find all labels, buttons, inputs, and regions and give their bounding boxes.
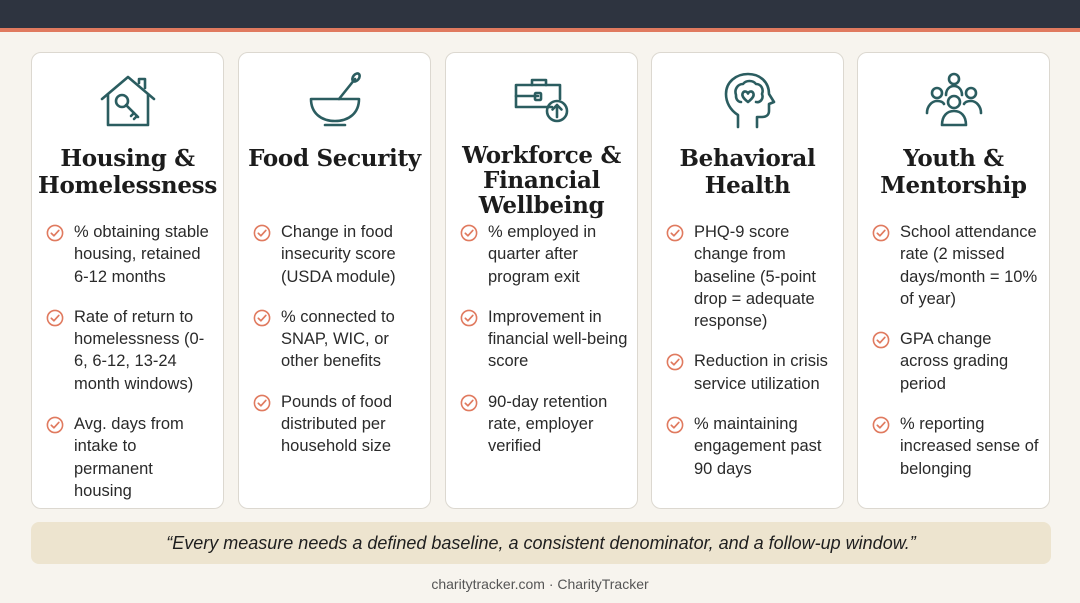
check-circle-icon bbox=[460, 224, 478, 242]
check-circle-icon bbox=[872, 224, 890, 242]
item-text: School attendance rate (2 missed days/month = 10% of year) bbox=[900, 223, 1038, 308]
item-text: % employed in quarter after program exit bbox=[488, 223, 597, 286]
header-bar bbox=[0, 0, 1080, 32]
item-text: Reduction in crisis service utilization bbox=[694, 352, 828, 393]
card-behavioral bbox=[651, 52, 844, 509]
list-item bbox=[666, 221, 835, 332]
item-text: Rate of return to homelessness (0-6, 6-12, 13-24 month windows) bbox=[74, 307, 205, 393]
check-circle-icon bbox=[253, 309, 271, 327]
card-title: Food Security bbox=[248, 145, 421, 172]
check-circle-icon bbox=[460, 309, 478, 327]
list-item bbox=[46, 413, 215, 502]
check-circle-icon bbox=[666, 416, 684, 434]
check-circle-icon bbox=[666, 353, 684, 371]
item-text: GPA change across grading period bbox=[900, 330, 1009, 393]
list-item bbox=[460, 391, 629, 458]
check-circle-icon bbox=[253, 394, 271, 412]
briefcase-growth-icon bbox=[510, 69, 574, 133]
check-circle-icon bbox=[460, 394, 478, 412]
card-youth bbox=[857, 52, 1050, 509]
card-title: Youth & Mentorship bbox=[880, 145, 1027, 199]
check-circle-icon bbox=[253, 224, 271, 242]
item-text: % connected to SNAP, WIC, or other benefits bbox=[281, 307, 395, 371]
list-item bbox=[666, 350, 835, 395]
footer-credit: charitytracker.com · CharityTracker bbox=[431, 576, 649, 592]
item-text: 90-day retention rate, employer verified bbox=[488, 392, 608, 456]
card-title: Behavioral Health bbox=[679, 145, 816, 199]
check-circle-icon bbox=[46, 416, 64, 434]
item-text: PHQ-9 score change from baseline (5-point drop = adequate response) bbox=[694, 223, 816, 331]
list-item bbox=[872, 413, 1041, 480]
list-item bbox=[253, 391, 422, 458]
list-item bbox=[460, 221, 629, 288]
check-circle-icon bbox=[872, 416, 890, 434]
list-item bbox=[46, 221, 215, 288]
card-housing bbox=[31, 52, 224, 509]
item-text: % reporting increased sense of belonging bbox=[900, 415, 1039, 478]
metric-cards bbox=[31, 52, 1051, 509]
card-food bbox=[238, 52, 431, 509]
house-key-icon bbox=[96, 69, 160, 133]
list-item bbox=[460, 306, 629, 373]
card-title: Workforce & Financial Wellbeing bbox=[462, 142, 621, 219]
quote-banner bbox=[31, 522, 1051, 564]
list-item bbox=[872, 221, 1041, 310]
card-title: Housing & Homelessness bbox=[38, 145, 217, 199]
group-icon bbox=[922, 69, 986, 133]
item-text: % obtaining stable housing, retained 6-12 months bbox=[74, 223, 209, 286]
list-item bbox=[253, 306, 422, 373]
head-heart-icon bbox=[716, 69, 780, 133]
item-text: Improvement in financial well-being score bbox=[488, 307, 628, 371]
card-workforce bbox=[445, 52, 638, 509]
list-item bbox=[253, 221, 422, 288]
list-item bbox=[46, 306, 215, 395]
check-circle-icon bbox=[46, 224, 64, 242]
check-circle-icon bbox=[872, 331, 890, 349]
quote-text: “Every measure needs a defined baseline, a consistent denominator, and a follow-up window.” bbox=[166, 532, 916, 553]
list-item bbox=[872, 328, 1041, 395]
check-circle-icon bbox=[46, 309, 64, 327]
list-item bbox=[666, 413, 835, 480]
bowl-icon bbox=[303, 69, 367, 133]
item-text: Change in food insecurity score (USDA module) bbox=[281, 223, 396, 286]
item-text: % maintaining engagement past 90 days bbox=[694, 415, 822, 478]
item-text: Pounds of food distributed per household size bbox=[281, 392, 393, 456]
item-text: Avg. days from intake to permanent housing bbox=[74, 415, 184, 500]
check-circle-icon bbox=[666, 224, 684, 242]
